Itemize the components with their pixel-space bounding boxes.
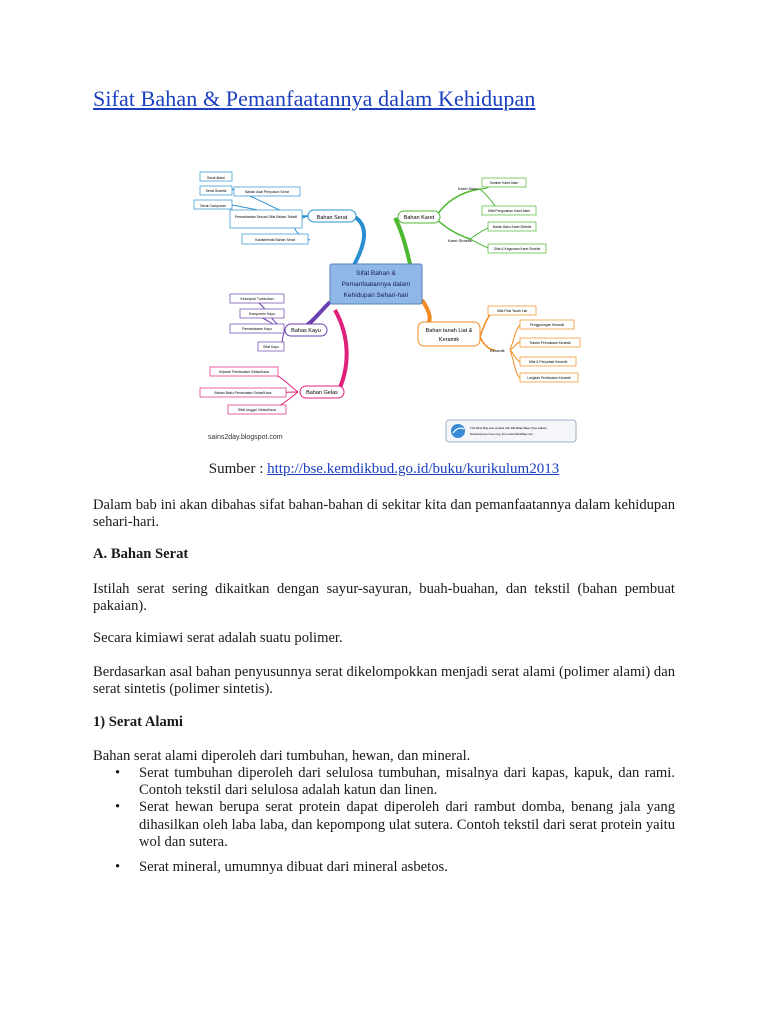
svg-text:Download your free copy from w: Download your free copy from www.iMindMap.com xyxy=(470,432,533,436)
svg-text:Serat Alami: Serat Alami xyxy=(207,176,225,180)
svg-text:Sumber Karet Alam: Sumber Karet Alam xyxy=(489,181,519,185)
paragraph-1: Istilah serat sering dikaitkan dengan sayur-sayuran, buah-buahan, dan tekstil (bahan pembuat pakaian). xyxy=(93,581,675,615)
svg-text:Sifat Unggul Gelas/Kaca: Sifat Unggul Gelas/Kaca xyxy=(237,408,277,412)
svg-text:Tekstur Permukaan Keramik: Tekstur Permukaan Keramik xyxy=(529,341,571,345)
list-item: • Serat hewan berupa serat protein dapat diperoleh dari rambut domba, benang jala yang dihasilkan oleh laba laba, dan kepompong ulat sutera. Contoh tekstil dari serat protein yaitu wol dan sutera. xyxy=(93,799,675,851)
branch-kayu-label: Bahas Kayu xyxy=(291,328,321,334)
svg-text:Pemanfaatan Kayu: Pemanfaatan Kayu xyxy=(242,327,272,331)
section-heading-a: A. Bahan Serat xyxy=(93,546,189,562)
imindmap-legend xyxy=(446,420,576,442)
page-title[interactable]: Sifat Bahan & Pemanfaatannya dalam Kehidupan xyxy=(93,86,536,111)
branch-gelas-label: Bahan Gelas xyxy=(306,390,338,396)
branch-serat-label: Bahan Serat xyxy=(316,215,348,221)
mind-map-diagram xyxy=(190,152,590,452)
mind-map-image xyxy=(190,152,590,452)
svg-text:Kelompok Tumbuhan: Kelompok Tumbuhan xyxy=(240,297,274,301)
subheading-serat-alami: 1) Serat Alami xyxy=(93,714,183,730)
svg-text:Penggolongan Keramik: Penggolongan Keramik xyxy=(529,323,565,327)
paragraph-2: Secara kimiawi serat adalah suatu polimer. xyxy=(93,630,343,646)
branch-karet-label: Bahan Karet xyxy=(403,215,435,221)
svg-text:Sifat Pengolahan Karet Alam: Sifat Pengolahan Karet Alam xyxy=(487,209,531,213)
svg-text:Serat Sintetis: Serat Sintetis xyxy=(205,189,227,193)
intro-paragraph: Dalam bab ini akan dibahas sifat bahan-bahan di sekitar kita dan pemanfaatannya dalam kehidupan sehari-hari. xyxy=(93,497,675,531)
source-line xyxy=(0,461,768,478)
svg-text:Karet Sintetis: Karet Sintetis xyxy=(448,238,472,243)
svg-text:Sifat Kayu: Sifat Kayu xyxy=(263,345,279,349)
svg-text:Sifat Bahan &: Sifat Bahan & xyxy=(356,270,396,277)
svg-text:Karet Alam: Karet Alam xyxy=(458,186,478,191)
svg-text:Pemanfaatannya dalam: Pemanfaatannya dalam xyxy=(341,281,411,288)
svg-text:Keramik: Keramik xyxy=(438,337,460,343)
bullet-list xyxy=(93,765,675,876)
svg-text:Langkah Pembuatan Keramik: Langkah Pembuatan Keramik xyxy=(527,376,571,380)
svg-text:Pemanfaatan Sesuai Sifat Bahan: Pemanfaatan Sesuai Sifat Bahan Tekstil xyxy=(234,215,298,219)
imindmap-logo-icon xyxy=(451,424,465,438)
list-item: • Serat tumbuhan diperoleh dari selulosa tumbuhan, misalnya dari kapas, kapuk, dan rami. Contoh tekstil dari selulosa adalah katun dan linen. xyxy=(93,765,675,799)
svg-text:Sifat & Penyebab Keramik: Sifat & Penyebab Keramik xyxy=(528,360,568,364)
svg-text:Sejarah Pembuatan Gelas/Kaca: Sejarah Pembuatan Gelas/Kaca xyxy=(218,370,270,374)
source-link[interactable]: http://bse.kemdikbud.go.id/buku/kurikulum2013 xyxy=(267,461,560,477)
blog-url: sains2day.blogspot.com xyxy=(208,434,283,441)
source-label: Sumber : xyxy=(208,461,268,477)
svg-text:Sifat Fisik Tanah Liat: Sifat Fisik Tanah Liat xyxy=(496,309,528,313)
svg-text:Keramik: Keramik xyxy=(490,348,505,353)
paragraph-4: Bahan serat alami diperoleh dari tumbuhan, hewan, dan mineral. xyxy=(93,748,471,764)
svg-text:Sifat & Kegunaan Karet Sinteti: Sifat & Kegunaan Karet Sintetis xyxy=(493,247,541,251)
svg-text:Serat Campuran: Serat Campuran xyxy=(200,204,226,208)
svg-text:Bahan Asal Penyusun Serat: Bahan Asal Penyusun Serat xyxy=(245,190,289,194)
svg-text:Bahan Baku Karet Sintetis: Bahan Baku Karet Sintetis xyxy=(492,225,532,229)
list-item: • Serat mineral, umumnya dibuat dari mineral asbetos. xyxy=(93,859,675,876)
branch-tanah-label: Bahan tanah Liat & xyxy=(425,328,473,334)
svg-text:Karakteristik Bahan Serat: Karakteristik Bahan Serat xyxy=(255,238,295,242)
branch-gelas-line xyxy=(335,310,347,392)
paragraph-3: Berdasarkan asal bahan penyusunnya serat dikelompokkan menjadi serat alami (polimer alami) dan serat sintetis (polimer sintetis). xyxy=(93,664,675,698)
branch-karet-line xyxy=(395,218,410,264)
svg-text:Bahan Baku Pembuatan Gelas/Kac: Bahan Baku Pembuatan Gelas/Kaca xyxy=(214,391,272,395)
svg-text:This Mind Map was created with: This Mind Map was created with iMindMap Basic (free edition) xyxy=(470,426,547,430)
svg-text:Kehidupan Sehari-hari: Kehidupan Sehari-hari xyxy=(343,292,409,299)
svg-text:Komponen Kayu: Komponen Kayu xyxy=(249,312,275,316)
